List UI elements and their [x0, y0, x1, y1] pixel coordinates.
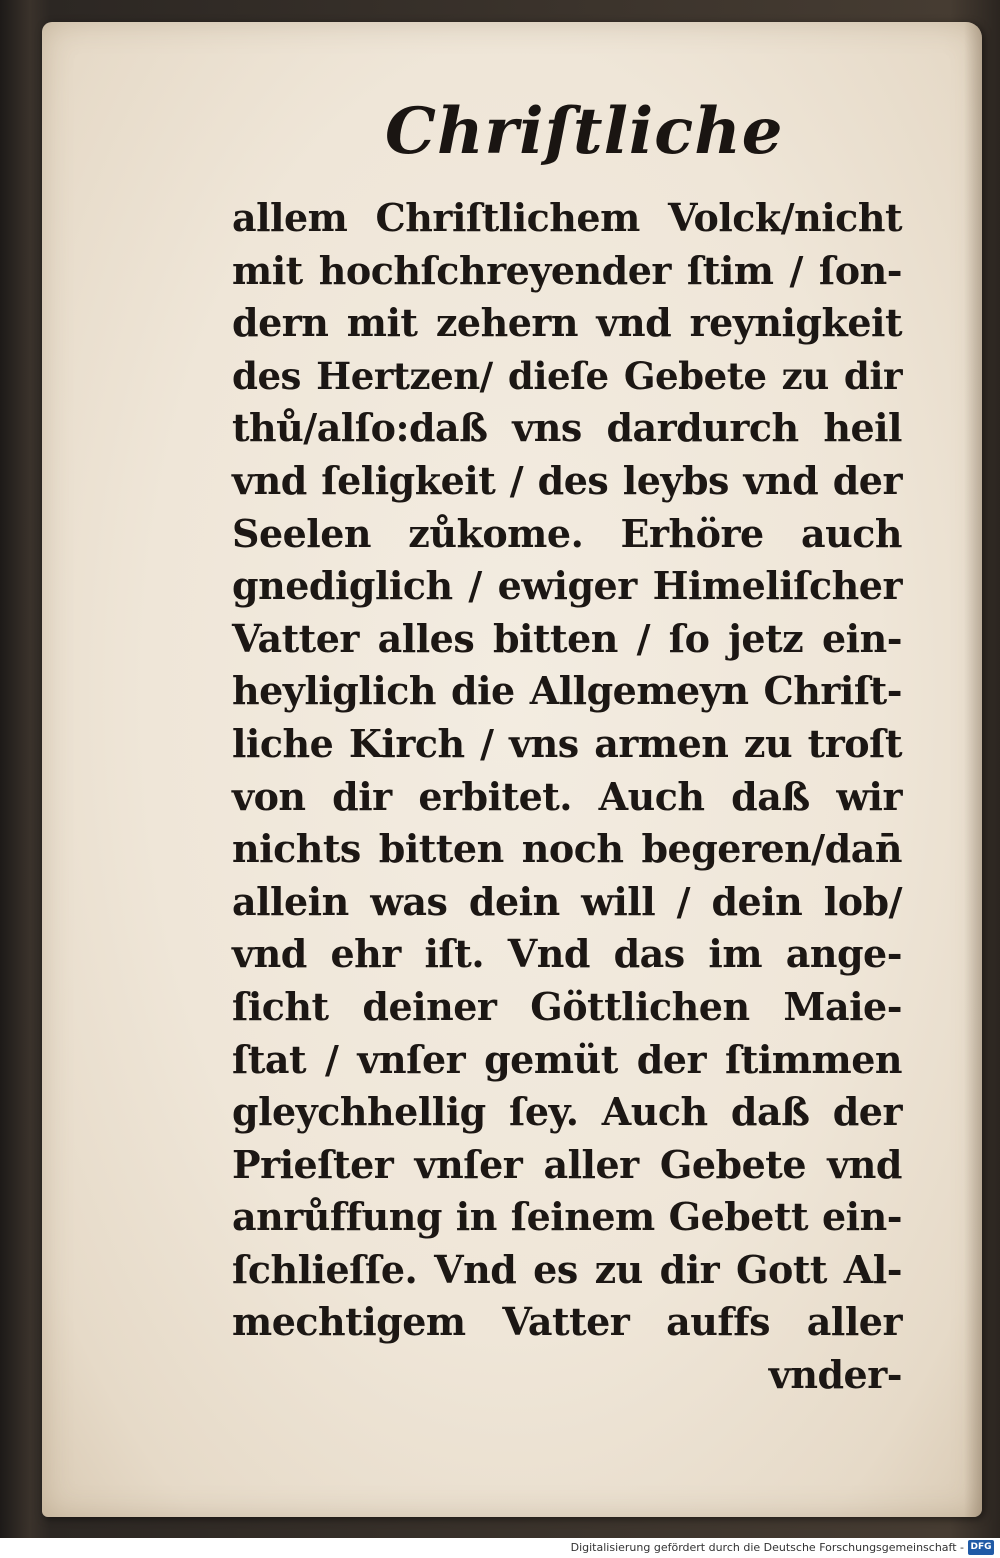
text-line: allem Chriſtlichem Volck/nicht	[232, 195, 902, 240]
text-line: liche Kirch / vns armen zu troſt	[232, 720, 902, 766]
text-line: ſchlieſſe. Vnd es zu dir Gott Al-	[232, 1246, 902, 1292]
text-line: vnd ehr iſt. Vnd das im ange-	[232, 931, 902, 977]
text-line: heyliglich die Allgemeyn Chriſt-	[232, 668, 902, 714]
text-line: vnd ſeligkeit / des leybs vnd der	[232, 457, 902, 503]
text-line: gnediglich / ewiger Himeliſcher	[232, 563, 902, 609]
footer-bar	[0, 1538, 1000, 1558]
text-line: des Hertzen/ dieſe Gebete zu dir	[232, 353, 902, 398]
body-text	[232, 192, 902, 1402]
page-heading: Chriſtliche	[385, 94, 784, 169]
catchword: vnder-	[768, 1352, 902, 1398]
page-edge-shadow	[964, 22, 982, 1517]
text-line: allein was dein will / dein lob/	[232, 878, 902, 924]
text-line: ſicht deiner Göttlichen Maie-	[232, 983, 902, 1029]
text-line: mechtigem Vatter auffs aller	[232, 1299, 902, 1345]
dfg-logo-icon: DFG	[968, 1540, 994, 1555]
text-line: von dir erbitet. Auch daß wir	[232, 773, 902, 819]
text-line: Seelen zůkome. Erhöre auch	[232, 510, 902, 556]
text-line: Prieſter vnſer aller Gebete vnd	[232, 1141, 902, 1187]
text-line: Vatter alles bitten / ſo jetz ein-	[232, 615, 902, 661]
text-line: anrůffung in ſeinem Gebett ein-	[232, 1194, 902, 1240]
text-line: nichts bitten noch begeren/dan̄	[232, 826, 902, 872]
text-line: dern mit zehern vnd reynigkeit	[232, 300, 902, 346]
text-line: ſtat / vnſer gemüt der ſtimmen	[232, 1036, 902, 1082]
footer-credit: Digitalisierung gefördert durch die Deutsche Forschungsgemeinschaft -	[570, 1541, 964, 1554]
text-line: mit hochſchreyender ſtim / ſon-	[232, 247, 902, 293]
text-line: thů/alſo:daß vns dardurch heil	[232, 405, 902, 451]
text-line: gleychhellig ſey. Auch daß der	[232, 1089, 902, 1135]
